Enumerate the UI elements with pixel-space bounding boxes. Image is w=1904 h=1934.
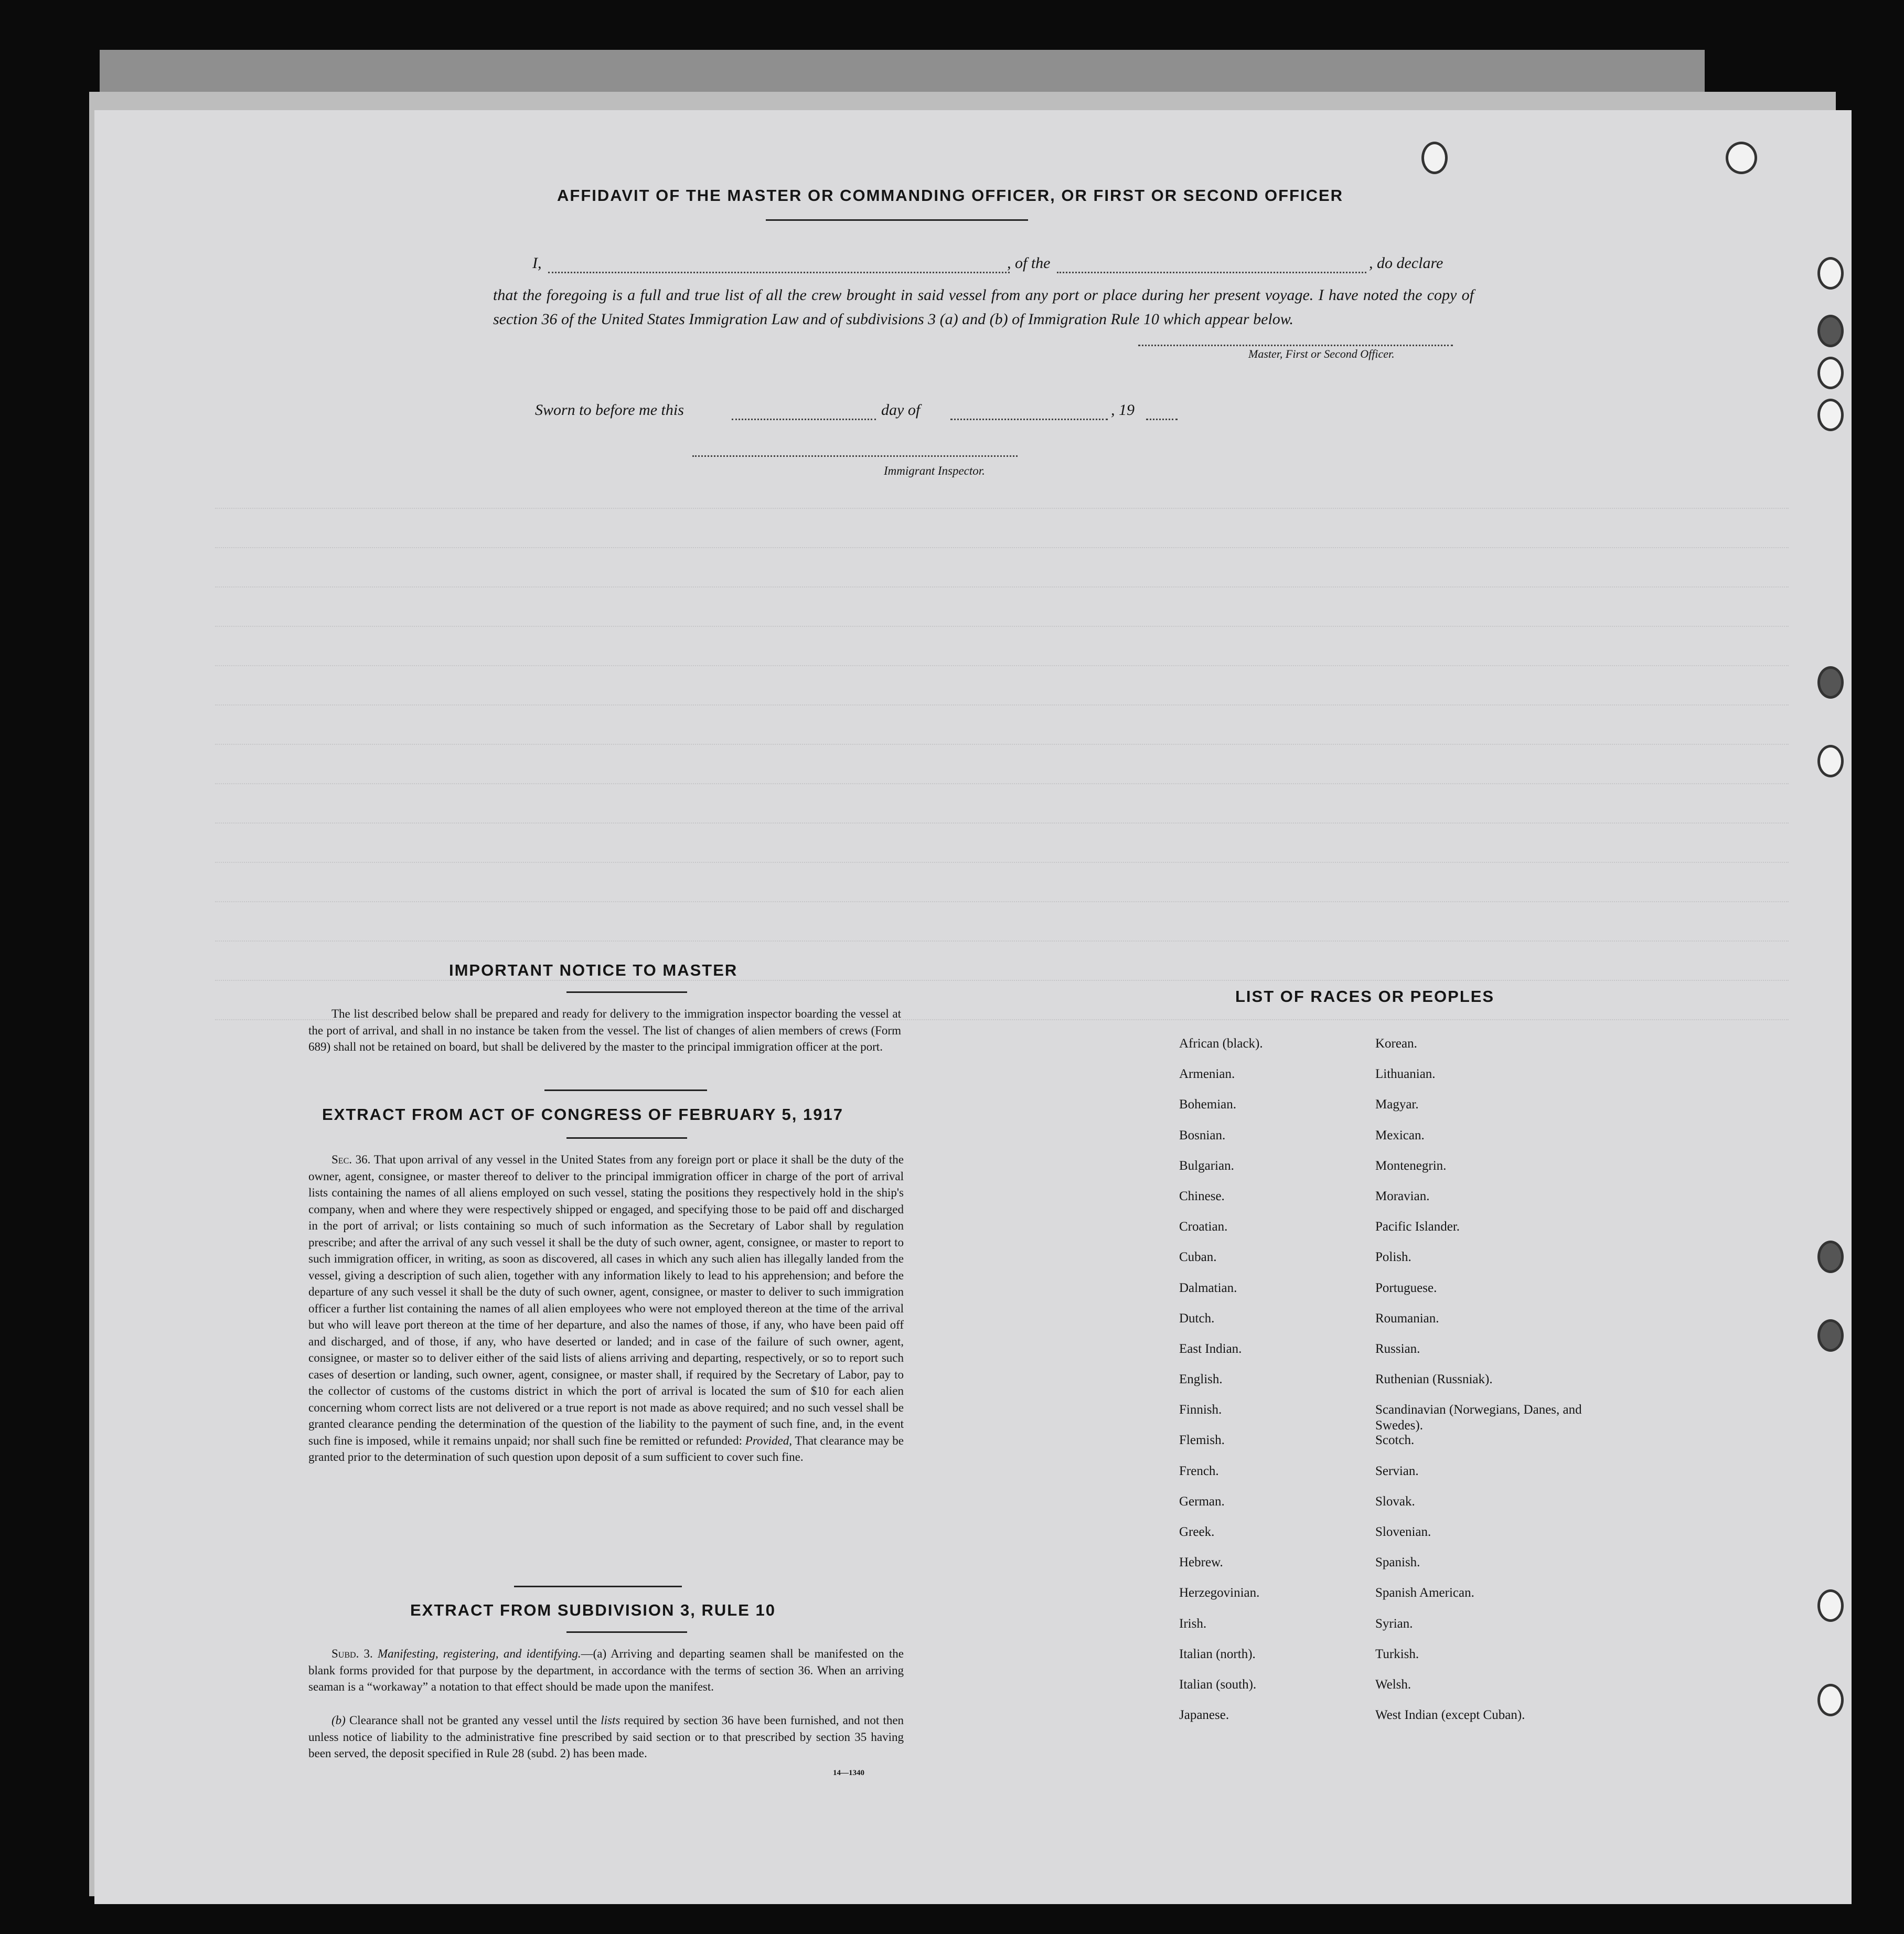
race-item: Slovak. xyxy=(1375,1494,1415,1509)
affidavit-do-declare-label: , do declare xyxy=(1369,254,1443,272)
act-extract-title-rule xyxy=(566,1137,687,1139)
sec-36-label: Sec. 36. xyxy=(331,1153,371,1166)
subd-3-a-body: —(a) Arriving and departing seamen shall be manifested on the blank forms provided for that purpose by the department, in accordance with the terms of section 36. When an arriving seaman is a “workaway” a notation to that effect should be made upon the manifest. xyxy=(308,1647,904,1693)
sworn-day-field[interactable] xyxy=(732,419,876,420)
race-item: Magyar. xyxy=(1375,1097,1419,1112)
race-item: Japanese. xyxy=(1179,1708,1229,1723)
race-item: Italian (south). xyxy=(1179,1677,1257,1692)
rule-subd-a-text xyxy=(308,1645,904,1695)
races-right-column xyxy=(1375,1036,1596,1738)
form-number: 14—1340 xyxy=(833,1769,864,1777)
punch-hole xyxy=(1817,1684,1844,1716)
punch-hole xyxy=(1817,1319,1844,1352)
notice-title: IMPORTANT NOTICE TO MASTER xyxy=(449,961,738,979)
punch-hole xyxy=(1817,745,1844,777)
punch-hole xyxy=(1726,142,1757,174)
punch-hole xyxy=(1817,1589,1844,1622)
races-title: LIST OF RACES OR PEOPLES xyxy=(1235,987,1495,1006)
punch-hole xyxy=(1421,142,1448,174)
rule-extract-title-rule xyxy=(566,1631,687,1633)
race-item: Pacific Islander. xyxy=(1375,1220,1460,1234)
race-item: Cuban. xyxy=(1179,1250,1217,1265)
race-item: Herzegovinian. xyxy=(1179,1586,1260,1600)
race-item: Turkish. xyxy=(1375,1647,1419,1661)
subd-3-label: Subd. 3. xyxy=(331,1647,373,1660)
race-item: Irish. xyxy=(1179,1616,1207,1631)
officer-signature-label: Master, First or Second Officer. xyxy=(1248,347,1395,360)
races-left-column xyxy=(1179,1036,1373,1738)
officer-signature-field[interactable] xyxy=(1138,345,1453,346)
race-item: Korean. xyxy=(1375,1037,1417,1051)
act-extract-title: EXTRACT FROM ACT OF CONGRESS OF FEBRUARY 5, 1917 xyxy=(322,1105,843,1124)
sworn-prefix: Sworn to before me this xyxy=(535,401,684,419)
race-item: Croatian. xyxy=(1179,1220,1228,1234)
race-item: Syrian. xyxy=(1375,1616,1413,1631)
sworn-day-of-label: day of xyxy=(881,401,921,419)
race-item: West Indian (except Cuban). xyxy=(1375,1708,1525,1723)
race-item: Mexican. xyxy=(1375,1128,1425,1142)
punch-hole xyxy=(1817,357,1844,389)
affidavit-of-the-label: , of the xyxy=(1007,254,1051,272)
race-item: German. xyxy=(1179,1494,1225,1509)
race-item: Spanish American. xyxy=(1375,1586,1474,1600)
race-item: Hebrew. xyxy=(1179,1555,1223,1570)
race-item: Scotch. xyxy=(1375,1433,1415,1448)
race-item: Armenian. xyxy=(1179,1067,1235,1082)
affidavit-title: AFFIDAVIT OF THE MASTER OR COMMANDING OFFICER, OR FIRST OR SECOND OFFICER xyxy=(557,186,1344,205)
sworn-month-field[interactable] xyxy=(950,419,1108,420)
race-item: Bulgarian. xyxy=(1179,1158,1234,1173)
race-item: French. xyxy=(1179,1463,1219,1478)
race-item: Montenegrin. xyxy=(1375,1158,1447,1173)
race-item: Spanish. xyxy=(1375,1555,1420,1570)
affidavit-title-rule xyxy=(766,219,1028,221)
rule-extract-title: EXTRACT FROM SUBDIVISION 3, RULE 10 xyxy=(410,1601,776,1619)
subd-3-b-body-2: required by section 36 have been furnished, and not then unless notice of liability to the administrative fine prescribed by said section or to that prescribed by section 35 having been served, the deposit specified in Rule 28 (subd. 2) has been made. xyxy=(308,1714,904,1760)
act-extract-end-rule xyxy=(514,1586,682,1587)
affidavit-body: that the foregoing is a full and true list of all the crew brought in said vessel from any port or place during her present voyage. I have noted the copy of section 36 of the United States Immigration Law and of subdivisions 3 (a) and (b) of Immigration Rule 10 which appear below. xyxy=(493,286,1474,328)
subd-3-b-body-1: Clearance shall not be granted any vessel until the xyxy=(349,1714,597,1727)
inspector-signature-field[interactable] xyxy=(692,455,1018,457)
act-extract-text xyxy=(308,1151,904,1466)
race-item: Servian. xyxy=(1375,1463,1419,1478)
race-item: English. xyxy=(1179,1372,1223,1387)
inspector-label: Immigrant Inspector. xyxy=(884,464,985,477)
race-item: Bohemian. xyxy=(1179,1097,1237,1112)
race-item: Moravian. xyxy=(1375,1189,1430,1203)
race-item: African (black). xyxy=(1179,1037,1263,1051)
notice-title-rule xyxy=(566,991,687,993)
punch-hole xyxy=(1817,1241,1844,1273)
subd-3-b-label: (b) xyxy=(331,1714,346,1727)
race-item: Chinese. xyxy=(1179,1189,1225,1203)
race-item: Lithuanian. xyxy=(1375,1067,1436,1082)
sworn-year-field[interactable] xyxy=(1146,419,1178,420)
race-item: Slovenian. xyxy=(1375,1525,1431,1539)
provided-label: Provided, xyxy=(745,1434,793,1447)
notice-end-rule xyxy=(544,1089,707,1091)
race-item: Roumanian. xyxy=(1375,1311,1439,1326)
punch-hole xyxy=(1817,257,1844,290)
punch-hole xyxy=(1817,399,1844,431)
race-item: Finnish. xyxy=(1179,1403,1222,1417)
master-name-field[interactable] xyxy=(548,272,1010,273)
rule-subd-b-text xyxy=(308,1712,904,1762)
subd-3-b-lists: lists xyxy=(601,1714,621,1727)
race-item: Polish. xyxy=(1375,1250,1411,1265)
race-item: Portuguese. xyxy=(1375,1280,1437,1295)
race-item: Dutch. xyxy=(1179,1311,1215,1326)
notice-text: The list described below shall be prepared and ready for delivery to the immigration inspector boarding the vessel at the port of arrival, and shall in no instance be taken from the vessel. The list of changes of alien members of crews (Form 689) shall not be retained on board, but shall be delivered by the master to the principal immigration officer at the port. xyxy=(308,1007,901,1053)
subd-3-heading: Manifesting, registering, and identifying. xyxy=(377,1647,581,1660)
race-item: Bosnian. xyxy=(1179,1128,1226,1142)
punch-hole xyxy=(1817,315,1844,347)
race-item: Welsh. xyxy=(1375,1677,1411,1692)
race-item: East Indian. xyxy=(1179,1341,1242,1356)
race-item: Italian (north). xyxy=(1179,1647,1256,1661)
sec-36-body: That upon arrival of any vessel in the United States from any foreign port or place it shall be the duty of the owner, agent, consignee, or master thereof to deliver to the principal immigration officer in charge of the port of arrival lists containing the names of all aliens employed on such vessel, stating the positions they respectively hold in the ship's company, when and where they were respectively shipped or engaged, and specifying those to be paid off and discharged in the port of arrival; or lists containing so much of such information as the Secretary of Labor shall by regulation prescribe; and after the arrival of any such vessel it shall be the duty of such owner, agent, consignee, or master to report to such immigration officer, in writing, as soon as discovered, all cases in which any such alien has illegally landed from the vessel, giving a description of such alien, together with any information likely to lead to his apprehension; and before the departure of any such vessel it shall be the duty of such owner, agent, consignee, or master to deliver to such immigration officer a further list containing the names of all alien employees who were not employed thereon at the time of the arrival but who will leave port thereon at the time of her departure, and also the names of those, if any, who have been paid off and discharged, and of those, if any, who have deserted or landed; and in case of the failure of such owner, agent, consignee, or master so to deliver either of the said lists of aliens arriving and departing, respectively, or so to report such cases of desertion or landing, such owner, agent, consignee, or master shall, if required by the Secretary of Labor, pay to the collector of customs of the customs district in which the port of arrival is located the sum of $10 for each alien concerning whom correct lists are not delivered or a true report is not made as above required; and no such vessel shall be granted clearance pending the determination of the question of the liability to the payment of such fine, and, in the event such fine is imposed, while it remains unpaid; nor shall such fine be remitted or refunded: xyxy=(308,1153,904,1447)
race-item: Flemish. xyxy=(1179,1433,1225,1448)
race-item: Greek. xyxy=(1179,1525,1215,1539)
race-item: Ruthenian (Russniak). xyxy=(1375,1372,1493,1387)
race-item: Scandinavian (Norwegians, Danes, and Swedes). xyxy=(1375,1403,1582,1433)
race-item: Russian. xyxy=(1375,1341,1420,1356)
race-item: Dalmatian. xyxy=(1179,1280,1237,1295)
sworn-year-label: , 19 xyxy=(1111,401,1135,419)
affidavit-i-label: I, xyxy=(532,254,542,272)
provided-body: That clearance may be granted prior to the determination of such question upon deposit of a sum sufficient to cover such fine. xyxy=(308,1434,904,1463)
vessel-name-field[interactable] xyxy=(1057,272,1366,273)
punch-hole xyxy=(1817,666,1844,699)
